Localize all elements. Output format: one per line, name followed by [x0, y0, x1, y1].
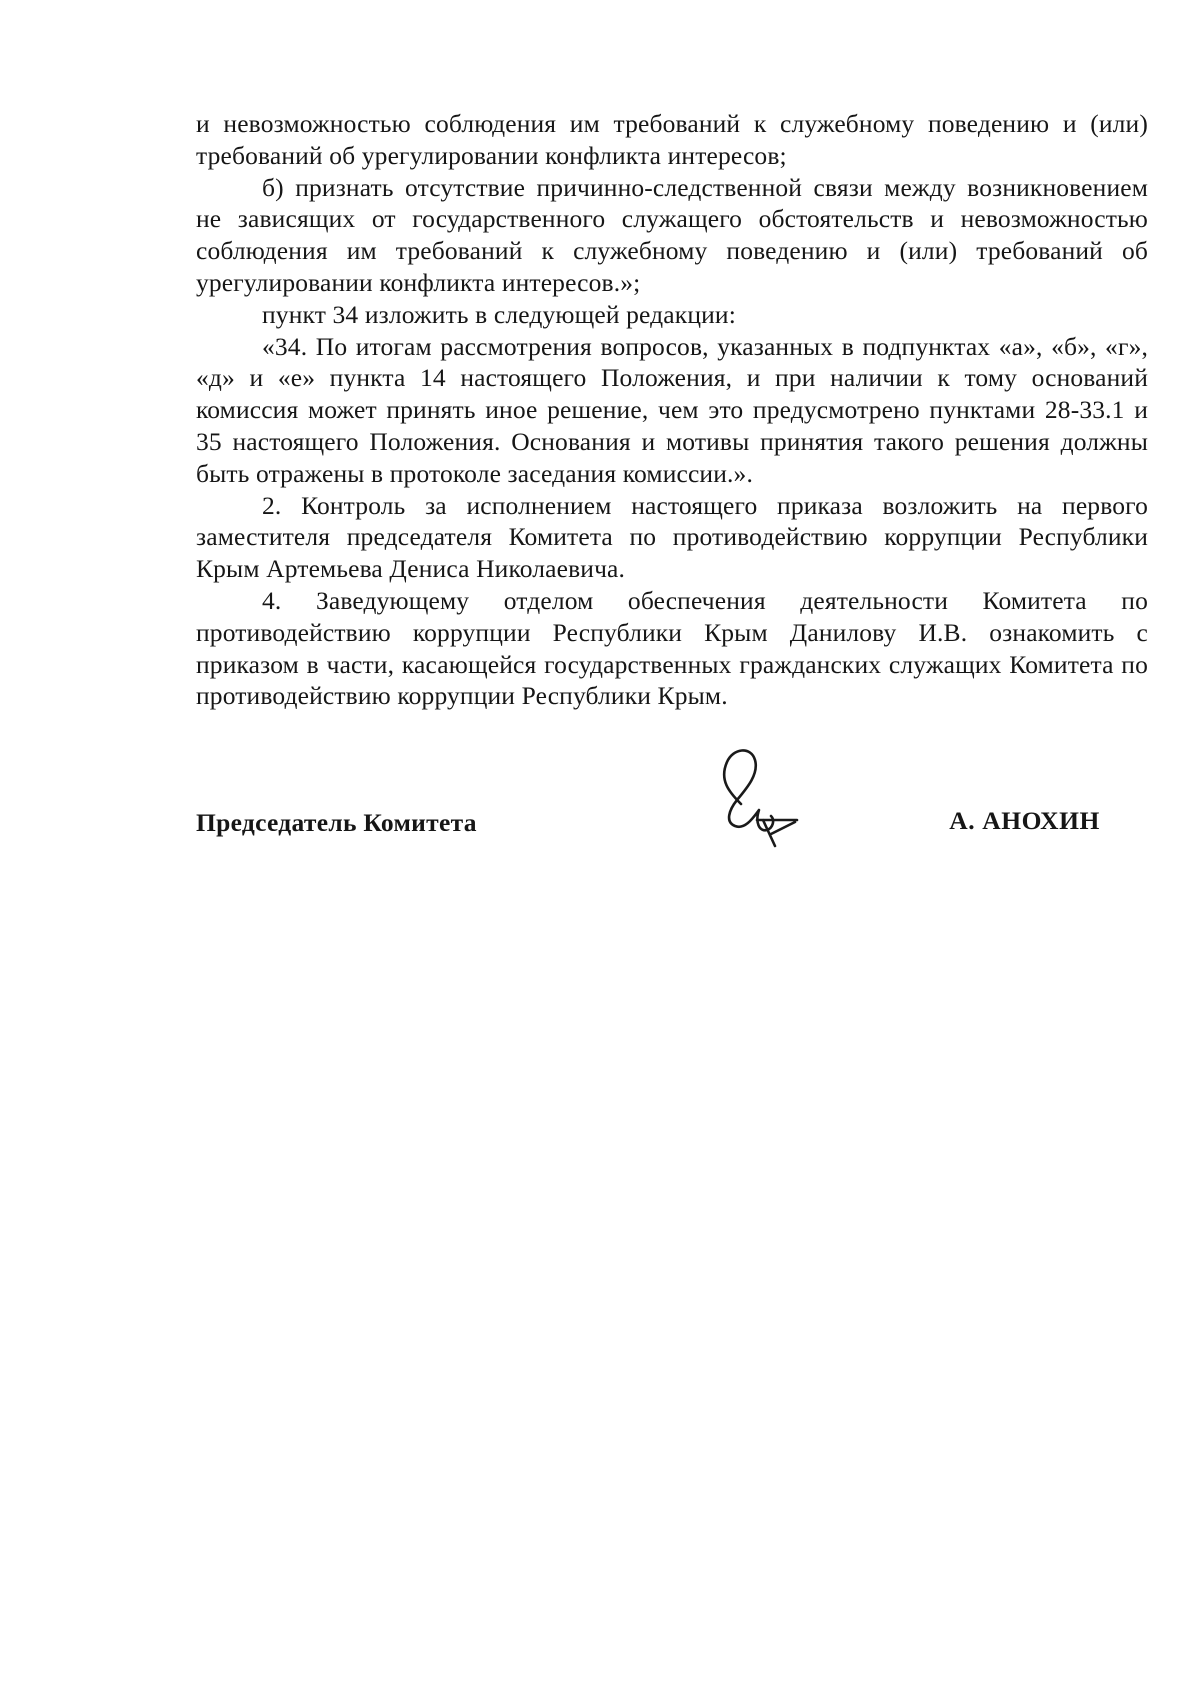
- signature-block: [196, 790, 1148, 910]
- paragraph-continuation: и невозможностью соблюдения им требований к служебному поведению и (или) требований об урегулировании конфликта интересов;: [196, 109, 1148, 170]
- paragraph-item-2: 2. Контроль за исполнением настоящего приказа возложить на первого заместителя председателя Комитета по противодействию коррупции Республики Крым Артемьева Дениса Николаевича.: [196, 490, 1148, 584]
- signer-name: А. АНОХИН: [949, 806, 1100, 835]
- signer-title: Председатель Комитета: [196, 808, 477, 837]
- handwritten-signature: [701, 740, 811, 860]
- document-body: [196, 108, 1148, 712]
- paragraph-item-4: 4. Заведующему отделом обеспечения деятельности Комитета по противодействию коррупции Республики Крым Данилову И.В. ознакомить с приказом в части, касающейся государственных гражданских служащих Комитета по противодействию коррупции Республики Крым.: [196, 585, 1148, 711]
- paragraph-item-34-text: «34. По итогам рассмотрения вопросов, указанных в подпунктах «а», «б», «г», «д» и «е» пункта 14 настоящего Положения, и при наличии к тому оснований комиссия может принять иное решение, чем это предусмотрено пунктами 28-33.1 и 35 настоящего Положения. Основания и мотивы принятия такого решения должны быть отражены в протоколе заседания комиссии.».: [196, 331, 1148, 488]
- paragraph-subitem-b: б) признать отсутствие причинно-следственной связи между возникновением не зависящих от государственного служащего обстоятельств и невозможностью соблюдения им требований к служебному поведению и (или) требований об урегулировании конфликта интересов.»;: [196, 172, 1148, 297]
- paragraph-item-34-intro: пункт 34 изложить в следующей редакции:: [262, 299, 736, 329]
